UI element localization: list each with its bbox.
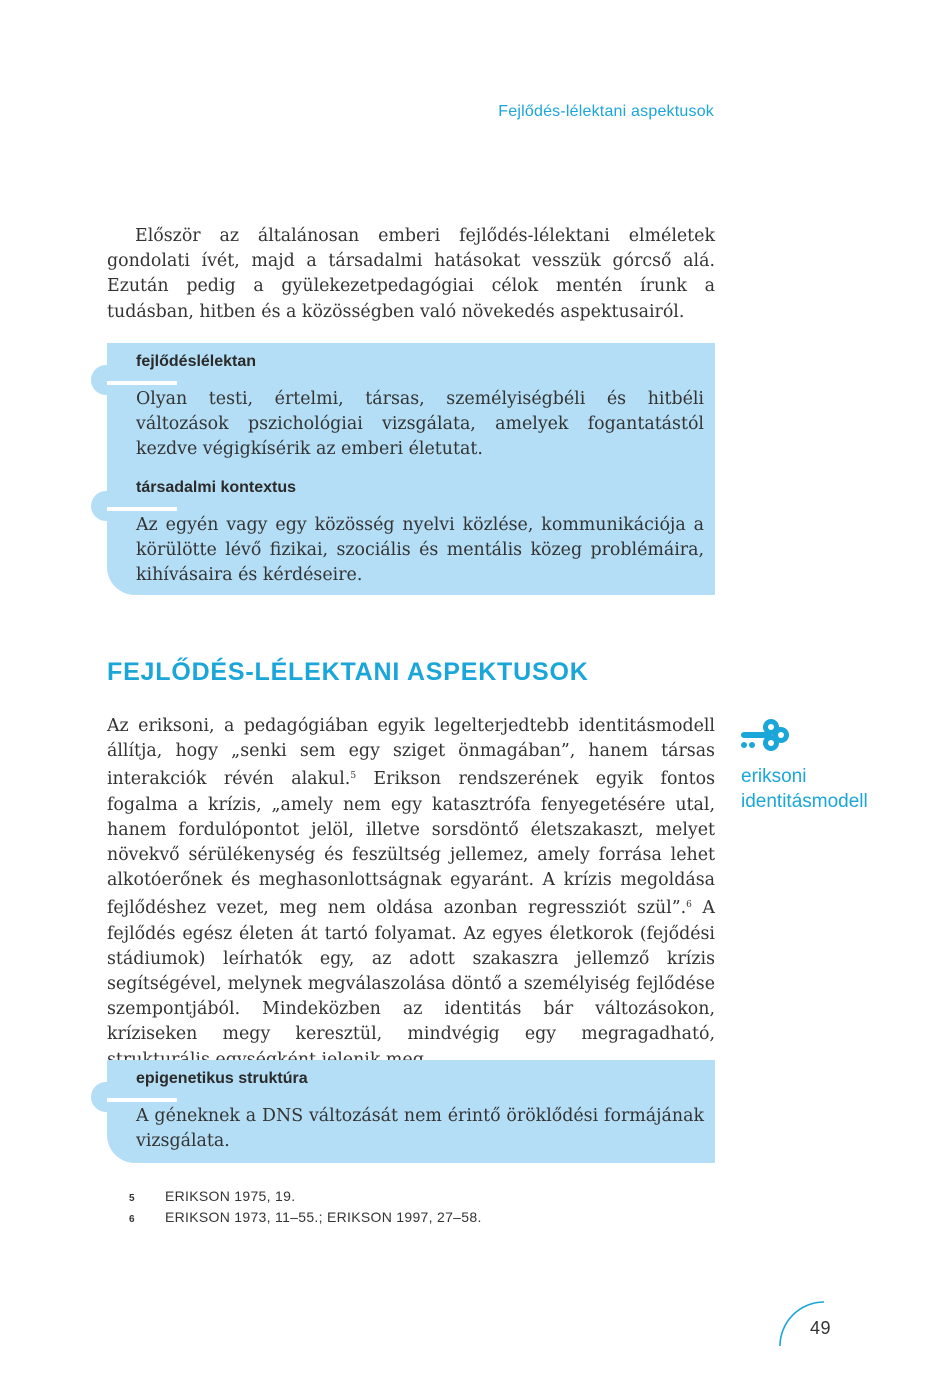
side-note-line: eriksoni [741,766,807,787]
glossary-box [107,343,715,595]
footnote [129,1188,482,1209]
footnotes [129,1188,482,1230]
footnote-number: 6 [129,1214,135,1225]
glossary-definition: Olyan testi, értelmi, társas, személyiségbéli és hitbéli változások pszichológiai vizsgálata, amelyek fogantatástól kezdve végigkísérik az emberi életutat. [136,389,704,460]
section-title: FEJLŐDÉS-LÉLEKTANI ASPEKTUSOK [107,658,589,686]
tab-divider [107,1098,177,1102]
footnote [129,1209,482,1230]
side-note-line: identitásmodell [741,791,868,812]
tab-divider [107,381,177,385]
main-paragraph [107,714,715,1073]
paragraph-text: A fejlődés egész életen át tartó folyamat. Az egyes életkorok (fejődési stádiumok) leírhatók egy, az adott szakaszra jellemző krízis segítségével, melynek megválaszolása döntő a személyiség fejlődése szempontjából. Mindeközben az identitás bár változásokon, kríziseken megy keresztül, mindvégig egy megragadható, [107,898,715,1045]
glossary-definition: Az egyén vagy egy közösség nyelvi közlése, kommunikációja a körülötte lévő fizikai, szociális és mentális közeg problémáira, kihívásaira és kérdéseire. [136,515,704,586]
footnote-ref[interactable]: 5 [350,771,357,782]
tab-divider [107,507,177,511]
running-header: Fejlődés-lélektani aspektusok [498,103,714,120]
paragraph-text: Erikson rendszerének egyik fontos fogalma a krízis, „amely nem egy katasztrófa fenyegetésére utal, hanem fordulópontot jelöl, illetve sorsdöntő életszakaszt, melyet növekvő sérülékenység és feszültség jellemez, amely forrása lehet alkotóerőnek és meghasonlottságnak egyaránt. A krízis megoldása fejlődéshez vezet, meg nem oldása azonban regressziót szül”. [107,769,715,919]
glossary-box [107,1060,715,1163]
side-note-label [741,764,921,814]
page-number: 49 [810,1318,832,1338]
key-icon [741,716,793,759]
footnote-text: ERIKSON 1973, 11–55.; ERIKSON 1997, 27–58. [165,1209,482,1225]
paragraph-text: Az eriksoni, a pedagógiában egyik legelterjedtebb identitásmodell állítja, hogy „senki sem egy sziget önmagában”, hanem társas interakciók révén alakul. [107,716,715,790]
glossary-term: társadalmi kontextus [136,479,297,496]
footnote-text: ERIKSON 1975, 19. [165,1188,296,1204]
footnote-ref[interactable]: 6 [686,900,692,911]
glossary-term: epigenetikus struktúra [136,1070,308,1087]
intro-paragraph: Először az általánosan emberi fejlődés-lélektani elméletek gondolati ívét, majd a társadalmi hatásokat vesszük górcső alá. Ezután pedig a gyülekezetpedagógiai célok mentén írunk a tudásban, hitben és a közösségben való növekedés aspektusairól. [107,226,715,322]
glossary-term: fejlődéslélektan [136,353,257,370]
glossary-definition: A géneknek a DNS változását nem érintő öröklődési formájának vizsgálata. [136,1106,704,1152]
footnote-number: 5 [129,1193,135,1204]
